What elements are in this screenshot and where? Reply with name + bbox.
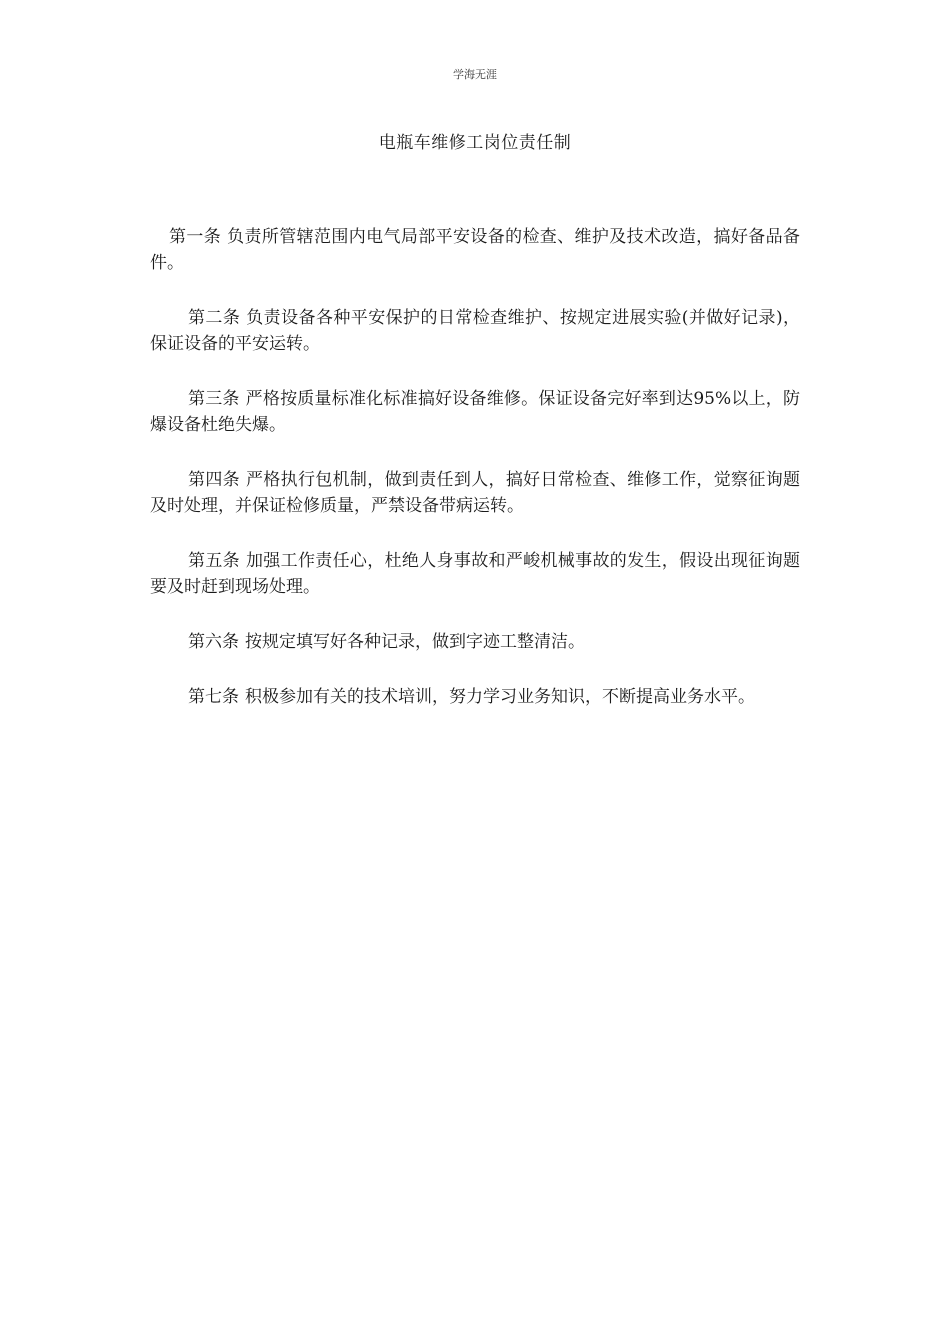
article-text: 负责设备各种平安保护的日常检查维护、按规定进展实验(并做好记录)，保证设备的平安运转。 [150,308,801,354]
article-number: 第二条 [188,308,241,328]
document-body [150,224,800,739]
page-header: 学海无涯 [453,68,497,81]
article-number: 第五条 [188,551,240,571]
article-number: 第四条 [188,470,240,490]
article-number: 第一条 [169,227,222,247]
article-3 [150,386,800,438]
article-1 [150,224,800,276]
article-7 [150,684,800,710]
article-text: 严格按质量标准化标准搞好设备维修。保证设备完好率到达95%以上，防爆设备杜绝失爆。 [150,389,800,435]
article-number: 第七条 [188,687,239,707]
article-number: 第三条 [188,389,240,409]
article-5 [150,548,800,600]
article-2 [150,305,800,357]
article-text: 按规定填写好各种记录，做到字迹工整清洁。 [245,632,585,652]
document-title: 电瓶车维修工岗位责任制 [378,133,572,153]
article-text: 积极参加有关的技术培训，努力学习业务知识，不断提高业务水平。 [245,687,755,707]
article-4 [150,467,800,519]
article-text: 加强工作责任心，杜绝人身事故和严峻机械事故的发生，假设出现征询题要及时赶到现场处理。 [150,551,801,597]
article-text: 严格执行包机制，做到责任到人，搞好日常检查、维修工作，觉察征询题及时处理，并保证检修质量，严禁设备带病运转。 [150,470,801,516]
article-number: 第六条 [188,632,239,652]
article-6 [150,629,800,655]
article-text: 负责所管辖范围内电气局部平安设备的检查、维护及技术改造，搞好备品备件。 [150,227,801,273]
